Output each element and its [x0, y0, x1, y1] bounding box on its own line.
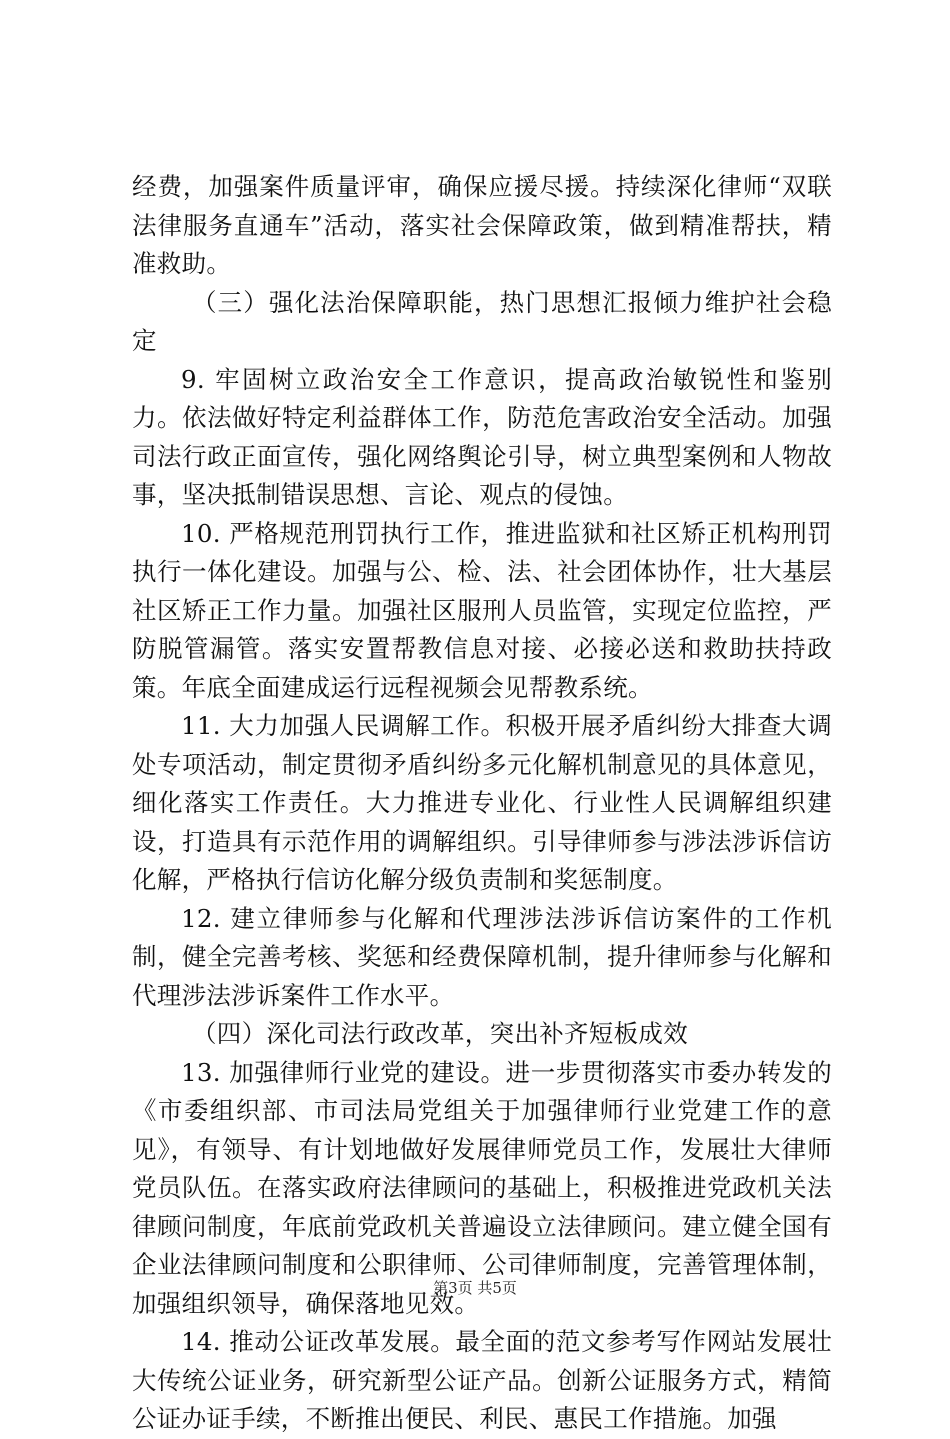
- section-heading-4: （四）深化司法行政改革，突出补齐短板成效: [192, 1019, 688, 1048]
- document-body: [132, 168, 832, 1439]
- paragraph-item-11: 11. 大力加强人民调解工作。积极开展矛盾纠纷大排查大调处专项活动，制定贯彻矛盾纠纷多元化解机制意见的具体意见，细化落实工作责任。大力推进专业化、行业性人民调解组织建设，打造具有示范作用的调解组织。引导律师参与涉法涉诉信访化解，严格执行信访化解分级负责制和奖惩制度。: [132, 711, 832, 894]
- page-number-footer: 第3页 共5页: [433, 1279, 517, 1297]
- paragraph-item-9: 9. 牢固树立政治安全工作意识，提高政治敏锐性和鉴别力。依法做好特定利益群体工作，防范危害政治安全活动。加强司法行政正面宣传，强化网络舆论引导，树立典型案例和人物故事，坚决抵制错误思想、言论、观点的侵蚀。: [132, 364, 832, 509]
- paragraph-item-10: 10. 严格规范刑罚执行工作，推进监狱和社区矫正机构刑罚执行一体化建设。加强与公、检、法、社会团体协作，壮大基层社区矫正工作力量。加强社区服刑人员监管，实现定位监控，严防脱管漏管。落实安置帮教信息对接、必接必送和救助扶持政策。年底全面建成运行远程视频会见帮教系统。: [132, 518, 832, 702]
- paragraph-item-12: 12. 建立律师参与化解和代理涉法涉诉信访案件的工作机制，健全完善考核、奖惩和经费保障机制，提升律师参与化解和代理涉法涉诉案件工作水平。: [132, 903, 832, 1010]
- section-heading-3: （三）强化法治保障职能，热门思想汇报倾力维护社会稳定: [132, 287, 832, 355]
- paragraph-continuation: 经费，加强案件质量评审，确保应援尽援。持续深化律师“双联法律服务直通车”活动，落实社会保障政策，做到精准帮扶，精准救助。: [132, 172, 833, 278]
- paragraph-item-14: 14. 推动公证改革发展。最全面的范文参考写作网站发展壮大传统公证业务，研究新型公证产品。创新公证服务方式，精简公证办证手续，不断推出便民、利民、惠民工作措施。加强: [132, 1327, 832, 1433]
- paragraph-item-13: 13. 加强律师行业党的建设。进一步贯彻落实市委办转发的《市委组织部、市司法局党组关于加强律师行业党建工作的意见》，有领导、有计划地做好发展律师党员工作，发展壮大律师党员队伍。在落实政府法律顾问的基础上，积极推进党政机关法律顾问制度，年底前党政机关普遍设立法律顾问。建立健全国有企业法律顾问制度和公职律师、公司律师制度，完善管理体制，加强组织领导，确保落地见效。: [132, 1057, 832, 1318]
